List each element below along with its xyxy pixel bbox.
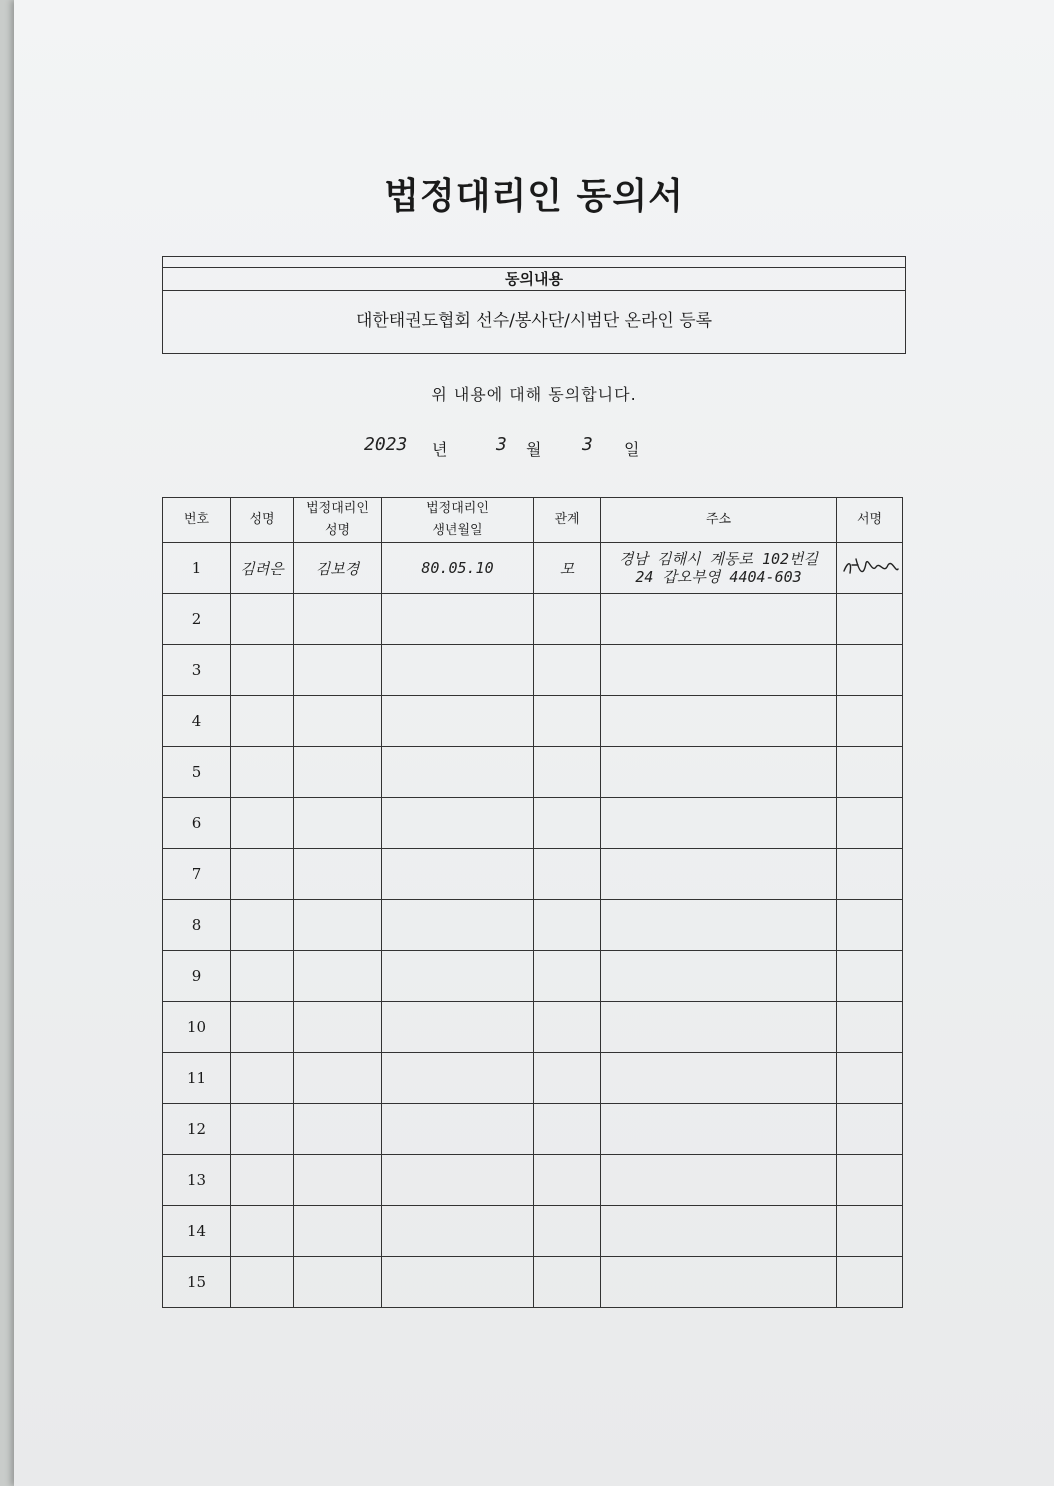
table-row bbox=[163, 1155, 903, 1206]
row-name bbox=[231, 1002, 294, 1053]
row-guardian-name bbox=[294, 1104, 382, 1155]
table-row bbox=[163, 849, 903, 900]
handwritten-signature bbox=[840, 553, 900, 583]
document-title: 법정대리인 동의서 bbox=[384, 176, 684, 217]
table-row bbox=[163, 543, 903, 594]
row-guardian-name bbox=[294, 1155, 382, 1206]
row-address bbox=[601, 1155, 837, 1206]
row-signature bbox=[837, 594, 903, 645]
row-signature bbox=[837, 1206, 903, 1257]
row-guardian-birth bbox=[382, 645, 534, 696]
row-no: 11 bbox=[163, 1053, 231, 1104]
row-no: 3 bbox=[163, 645, 231, 696]
row-relation-handwritten: 모 bbox=[534, 543, 601, 594]
date-year-handwritten: 2023 bbox=[364, 434, 408, 455]
table-row bbox=[163, 1053, 903, 1104]
date-day-unit: 일 bbox=[624, 440, 640, 459]
table-row bbox=[163, 594, 903, 645]
row-guardian-birth bbox=[382, 849, 534, 900]
row-signature bbox=[837, 1155, 903, 1206]
table-row bbox=[163, 1206, 903, 1257]
row-guardian-name bbox=[294, 1257, 382, 1308]
row-address bbox=[601, 1206, 837, 1257]
row-no: 5 bbox=[163, 747, 231, 798]
row-relation bbox=[534, 1002, 601, 1053]
table-row bbox=[163, 747, 903, 798]
row-guardian-birth-handwritten: 80.05.10 bbox=[382, 543, 534, 594]
row-guardian-name bbox=[294, 900, 382, 951]
row-relation bbox=[534, 1104, 601, 1155]
row-relation bbox=[534, 696, 601, 747]
row-address bbox=[601, 798, 837, 849]
table-row bbox=[163, 798, 903, 849]
row-name bbox=[231, 798, 294, 849]
row-no: 8 bbox=[163, 900, 231, 951]
row-guardian-birth bbox=[382, 696, 534, 747]
row-relation bbox=[534, 594, 601, 645]
row-signature bbox=[837, 1257, 903, 1308]
row-address-line1: 경남 김해시 계동로 102번길 bbox=[618, 550, 819, 568]
row-guardian-name bbox=[294, 1206, 382, 1257]
header-no: 번호 bbox=[163, 498, 231, 543]
header-signature: 서명 bbox=[837, 498, 903, 543]
row-address bbox=[601, 1053, 837, 1104]
row-signature bbox=[837, 747, 903, 798]
row-relation bbox=[534, 798, 601, 849]
row-no: 9 bbox=[163, 951, 231, 1002]
row-guardian-name bbox=[294, 747, 382, 798]
row-address bbox=[601, 900, 837, 951]
header-guardian-name bbox=[294, 498, 382, 543]
row-signature bbox=[837, 1053, 903, 1104]
row-name bbox=[231, 1104, 294, 1155]
row-no: 2 bbox=[163, 594, 231, 645]
date-year-unit: 년 bbox=[432, 440, 448, 459]
row-signature bbox=[837, 900, 903, 951]
row-relation bbox=[534, 1257, 601, 1308]
row-no: 13 bbox=[163, 1155, 231, 1206]
table-row bbox=[163, 951, 903, 1002]
row-no: 12 bbox=[163, 1104, 231, 1155]
row-name bbox=[231, 696, 294, 747]
consent-box-header: 동의내용 bbox=[163, 268, 905, 291]
row-relation bbox=[534, 1206, 601, 1257]
date-month-handwritten: 3 bbox=[496, 434, 507, 455]
row-guardian-birth bbox=[382, 1053, 534, 1104]
row-address bbox=[601, 645, 837, 696]
date-month-unit: 월 bbox=[526, 440, 542, 459]
row-guardian-birth bbox=[382, 1104, 534, 1155]
row-signature bbox=[837, 1104, 903, 1155]
table-row bbox=[163, 900, 903, 951]
row-guardian-name-handwritten: 김보경 bbox=[294, 543, 382, 594]
row-name bbox=[231, 645, 294, 696]
row-no: 14 bbox=[163, 1206, 231, 1257]
row-signature-cell bbox=[837, 543, 903, 594]
header-name: 성명 bbox=[231, 498, 294, 543]
row-relation bbox=[534, 1155, 601, 1206]
table-row bbox=[163, 1257, 903, 1308]
row-name bbox=[231, 951, 294, 1002]
row-signature bbox=[837, 849, 903, 900]
row-guardian-birth bbox=[382, 1155, 534, 1206]
agree-statement: 위 내용에 대해 동의합니다. bbox=[431, 385, 637, 404]
row-guardian-birth bbox=[382, 1206, 534, 1257]
header-guardian-birth-line2: 생년월일 bbox=[432, 523, 483, 538]
consent-box-top-rule bbox=[163, 257, 905, 268]
row-signature bbox=[837, 798, 903, 849]
row-relation bbox=[534, 1053, 601, 1104]
row-guardian-birth bbox=[382, 798, 534, 849]
row-signature bbox=[837, 696, 903, 747]
header-guardian-birth bbox=[382, 498, 534, 543]
table-row bbox=[163, 1002, 903, 1053]
row-signature bbox=[837, 645, 903, 696]
row-name bbox=[231, 1206, 294, 1257]
row-guardian-birth bbox=[382, 1257, 534, 1308]
row-address bbox=[601, 951, 837, 1002]
row-address-line2: 24 갑오부영 4404-603 bbox=[635, 568, 802, 586]
row-name-handwritten: 김려은 bbox=[231, 543, 294, 594]
row-guardian-birth bbox=[382, 951, 534, 1002]
row-guardian-name bbox=[294, 951, 382, 1002]
row-no: 6 bbox=[163, 798, 231, 849]
row-address-handwritten bbox=[601, 543, 837, 594]
row-no: 7 bbox=[163, 849, 231, 900]
row-address bbox=[601, 747, 837, 798]
row-no: 1 bbox=[163, 543, 231, 594]
row-name bbox=[231, 900, 294, 951]
row-no: 15 bbox=[163, 1257, 231, 1308]
row-guardian-birth bbox=[382, 747, 534, 798]
row-guardian-name bbox=[294, 696, 382, 747]
row-address bbox=[601, 1104, 837, 1155]
row-relation bbox=[534, 849, 601, 900]
row-signature bbox=[837, 951, 903, 1002]
row-no: 4 bbox=[163, 696, 231, 747]
row-guardian-name bbox=[294, 645, 382, 696]
table-row bbox=[163, 696, 903, 747]
date-day-handwritten: 3 bbox=[582, 434, 593, 455]
row-address bbox=[601, 1257, 837, 1308]
consent-content-box bbox=[162, 256, 906, 354]
row-guardian-name bbox=[294, 1002, 382, 1053]
row-name bbox=[231, 849, 294, 900]
row-address bbox=[601, 849, 837, 900]
table-row bbox=[163, 1104, 903, 1155]
row-relation bbox=[534, 747, 601, 798]
row-address bbox=[601, 594, 837, 645]
row-signature bbox=[837, 1002, 903, 1053]
row-address bbox=[601, 1002, 837, 1053]
header-guardian-birth-line1: 법정대리인 bbox=[426, 501, 489, 516]
row-name bbox=[231, 1155, 294, 1206]
row-guardian-name bbox=[294, 798, 382, 849]
row-name bbox=[231, 1053, 294, 1104]
row-name bbox=[231, 1257, 294, 1308]
header-relation: 관계 bbox=[534, 498, 601, 543]
consent-box-body: 대한태권도협회 선수/봉사단/시범단 온라인 등록 bbox=[355, 311, 713, 331]
table-row bbox=[163, 645, 903, 696]
row-guardian-name bbox=[294, 594, 382, 645]
row-relation bbox=[534, 645, 601, 696]
row-relation bbox=[534, 951, 601, 1002]
row-name bbox=[231, 594, 294, 645]
guardian-table bbox=[162, 497, 903, 1308]
row-guardian-birth bbox=[382, 900, 534, 951]
header-guardian-name-line1: 법정대리인 bbox=[306, 501, 369, 516]
row-guardian-birth bbox=[382, 594, 534, 645]
row-guardian-name bbox=[294, 1053, 382, 1104]
table-header-row bbox=[163, 498, 903, 543]
row-address bbox=[601, 696, 837, 747]
row-guardian-birth bbox=[382, 1002, 534, 1053]
row-name bbox=[231, 747, 294, 798]
row-relation bbox=[534, 900, 601, 951]
header-address: 주소 bbox=[601, 498, 837, 543]
row-guardian-name bbox=[294, 849, 382, 900]
row-no: 10 bbox=[163, 1002, 231, 1053]
header-guardian-name-line2: 성명 bbox=[324, 523, 351, 538]
